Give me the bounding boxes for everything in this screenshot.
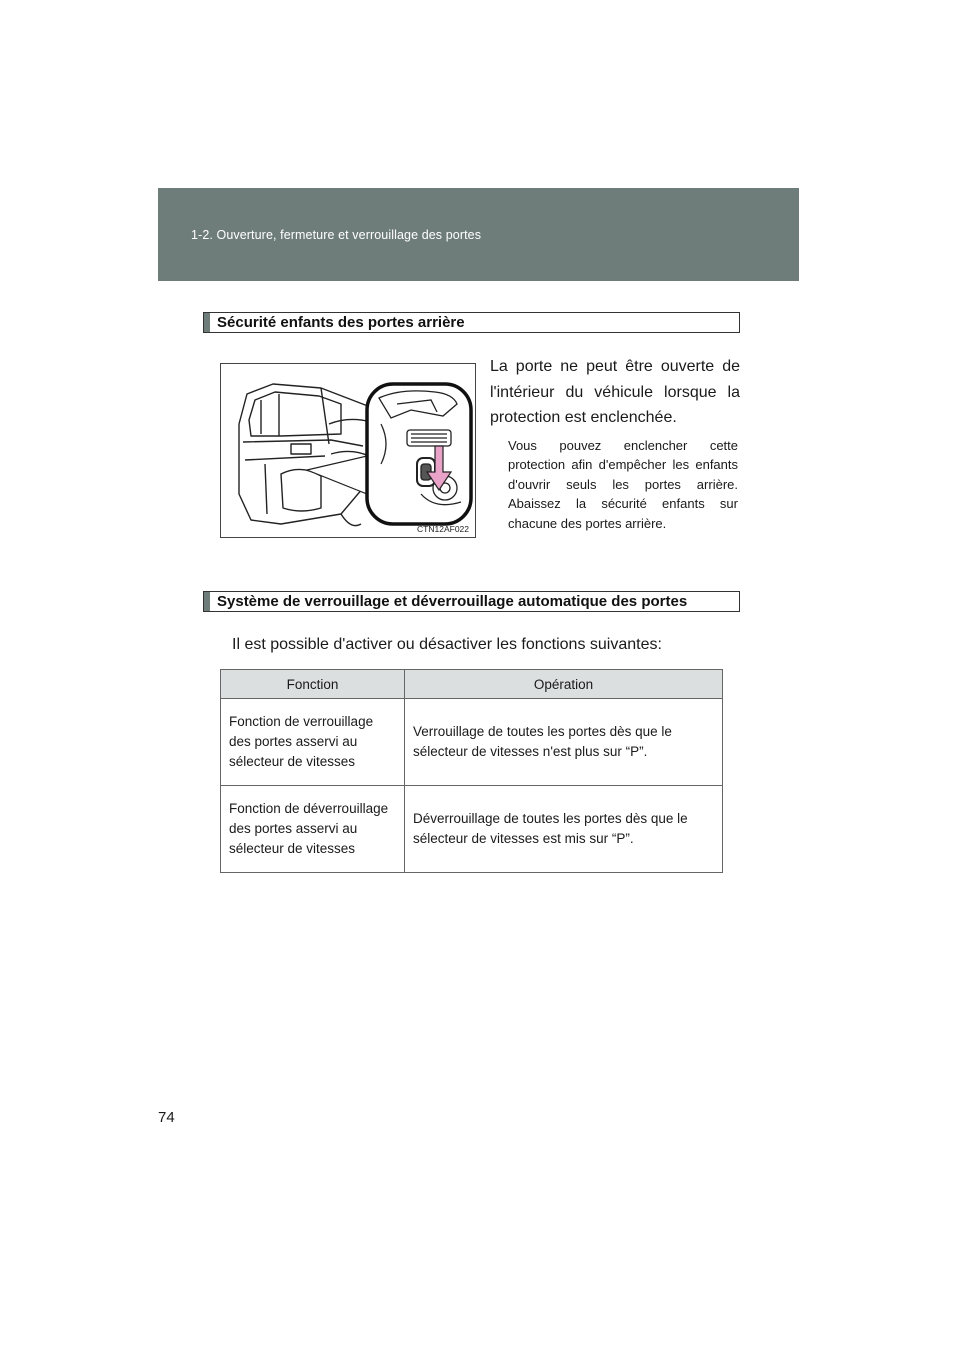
table-cell-function: Fonction de déverrouillage des portes asservi au sélecteur de vitesses [221, 786, 405, 873]
section-title-auto-lock [203, 591, 740, 612]
chapter-header-title: 1-2. Ouverture, fermeture et verrouillage des portes [191, 228, 482, 242]
table-row [221, 786, 723, 873]
table-row [221, 699, 723, 786]
child-lock-detail-text: Vous pouvez enclencher cette protection afin d'empêcher les enfants d'ouvrir seuls les portes arrière. Abaissez la sécurité enfants sur chacune des portes arrière. [508, 438, 738, 531]
section-title-child-lock [203, 312, 740, 333]
column-header-function: Fonction [221, 670, 405, 699]
section-title-accent [204, 313, 210, 332]
table-cell-operation: Verrouillage de toutes les portes dès que le sélecteur de vitesses n'est plus sur “P”. [405, 699, 723, 786]
section-title-label: Sécurité enfants des portes arrière [217, 314, 465, 331]
page-number: 74 [158, 1109, 175, 1126]
table-cell-function: Fonction de verrouillage des portes asservi au sélecteur de vitesses [221, 699, 405, 786]
chapter-header-band [158, 188, 799, 281]
table-header-row [221, 670, 723, 699]
auto-lock-intro-text: Il est possible d'activer ou désactiver les fonctions suivantes: [232, 636, 662, 653]
section-title-label: Système de verrouillage et déverrouillage automatique des portes [217, 593, 688, 610]
table-cell-operation: Déverrouillage de toutes les portes dès que le sélecteur de vitesses est mis sur “P”. [405, 786, 723, 873]
section-title-accent [204, 592, 210, 611]
function-table [220, 669, 723, 873]
figure-code: CTN12AF022 [417, 524, 469, 534]
car-door-drawing [221, 364, 476, 538]
column-header-operation: Opération [405, 670, 723, 699]
child-lock-lead-text: La porte ne peut être ouverte de l'intérieur du véhicule lorsque la protection est enclenchée. [490, 358, 740, 426]
child-lock-illustration [220, 363, 476, 538]
